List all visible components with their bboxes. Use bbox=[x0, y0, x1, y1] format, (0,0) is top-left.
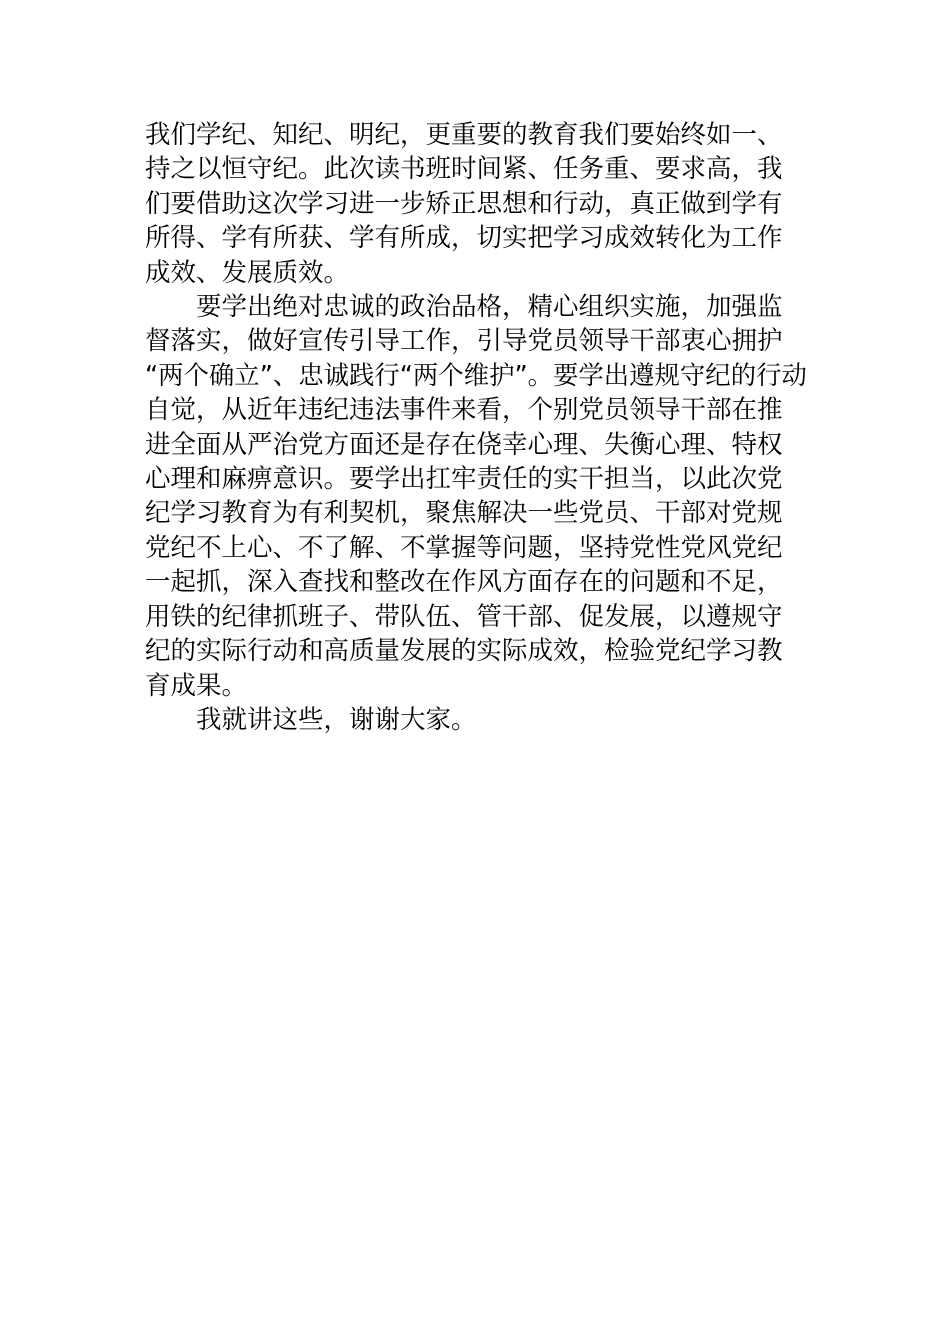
text-line: 我就讲这些，谢谢大家。 bbox=[196, 704, 477, 735]
text-line: 们要借助这次学习进一步矫正思想和行动，真正做到学有 bbox=[145, 188, 783, 219]
document-body bbox=[145, 118, 807, 737]
text-line: 成效、发展质效。 bbox=[145, 257, 350, 288]
text-line: 育成果。 bbox=[145, 670, 248, 701]
paragraph-2 bbox=[145, 290, 807, 703]
text-line: 纪的实际行动和高质量发展的实际成效，检验党纪学习教 bbox=[145, 636, 783, 667]
paragraph-1 bbox=[145, 118, 807, 290]
text-line: 纪学习教育为有利契机，聚焦解决一些党员、干部对党规 bbox=[145, 498, 783, 529]
text-line: 自觉，从近年违纪违法事件来看，个别党员领导干部在推 bbox=[145, 395, 783, 426]
text-line: 我们学纪、知纪、明纪，更重要的教育我们要始终如一、 bbox=[145, 120, 783, 150]
text-line: 持之以恒守纪。此次读书班时间紧、任务重、要求高，我 bbox=[145, 154, 783, 185]
text-line: 心理和麻痹意识。要学出扛牢责任的实干担当，以此次党 bbox=[145, 464, 783, 495]
text-line: 一起抓，深入查找和整改在作风方面存在的问题和不足， bbox=[145, 567, 783, 598]
text-line: 进全面从严治党方面还是存在侥幸心理、失衡心理、特权 bbox=[145, 429, 783, 460]
text-line: 督落实，做好宣传引导工作，引导党员领导干部衷心拥护 bbox=[145, 326, 783, 357]
text-line: 党纪不上心、不了解、不掌握等问题，坚持党性党风党纪 bbox=[145, 532, 783, 563]
paragraph-3 bbox=[145, 703, 807, 737]
text-line: “两个确立”、忠诚践行“两个维护”。要学出遵规守纪的行动 bbox=[145, 360, 807, 391]
text-line: 要学出绝对忠诚的政治品格，精心组织实施，加强监 bbox=[196, 292, 783, 323]
text-line: 用铁的纪律抓班子、带队伍、管干部、促发展，以遵规守 bbox=[145, 601, 783, 632]
text-line: 所得、学有所获、学有所成，切实把学习成效转化为工作 bbox=[145, 223, 783, 254]
